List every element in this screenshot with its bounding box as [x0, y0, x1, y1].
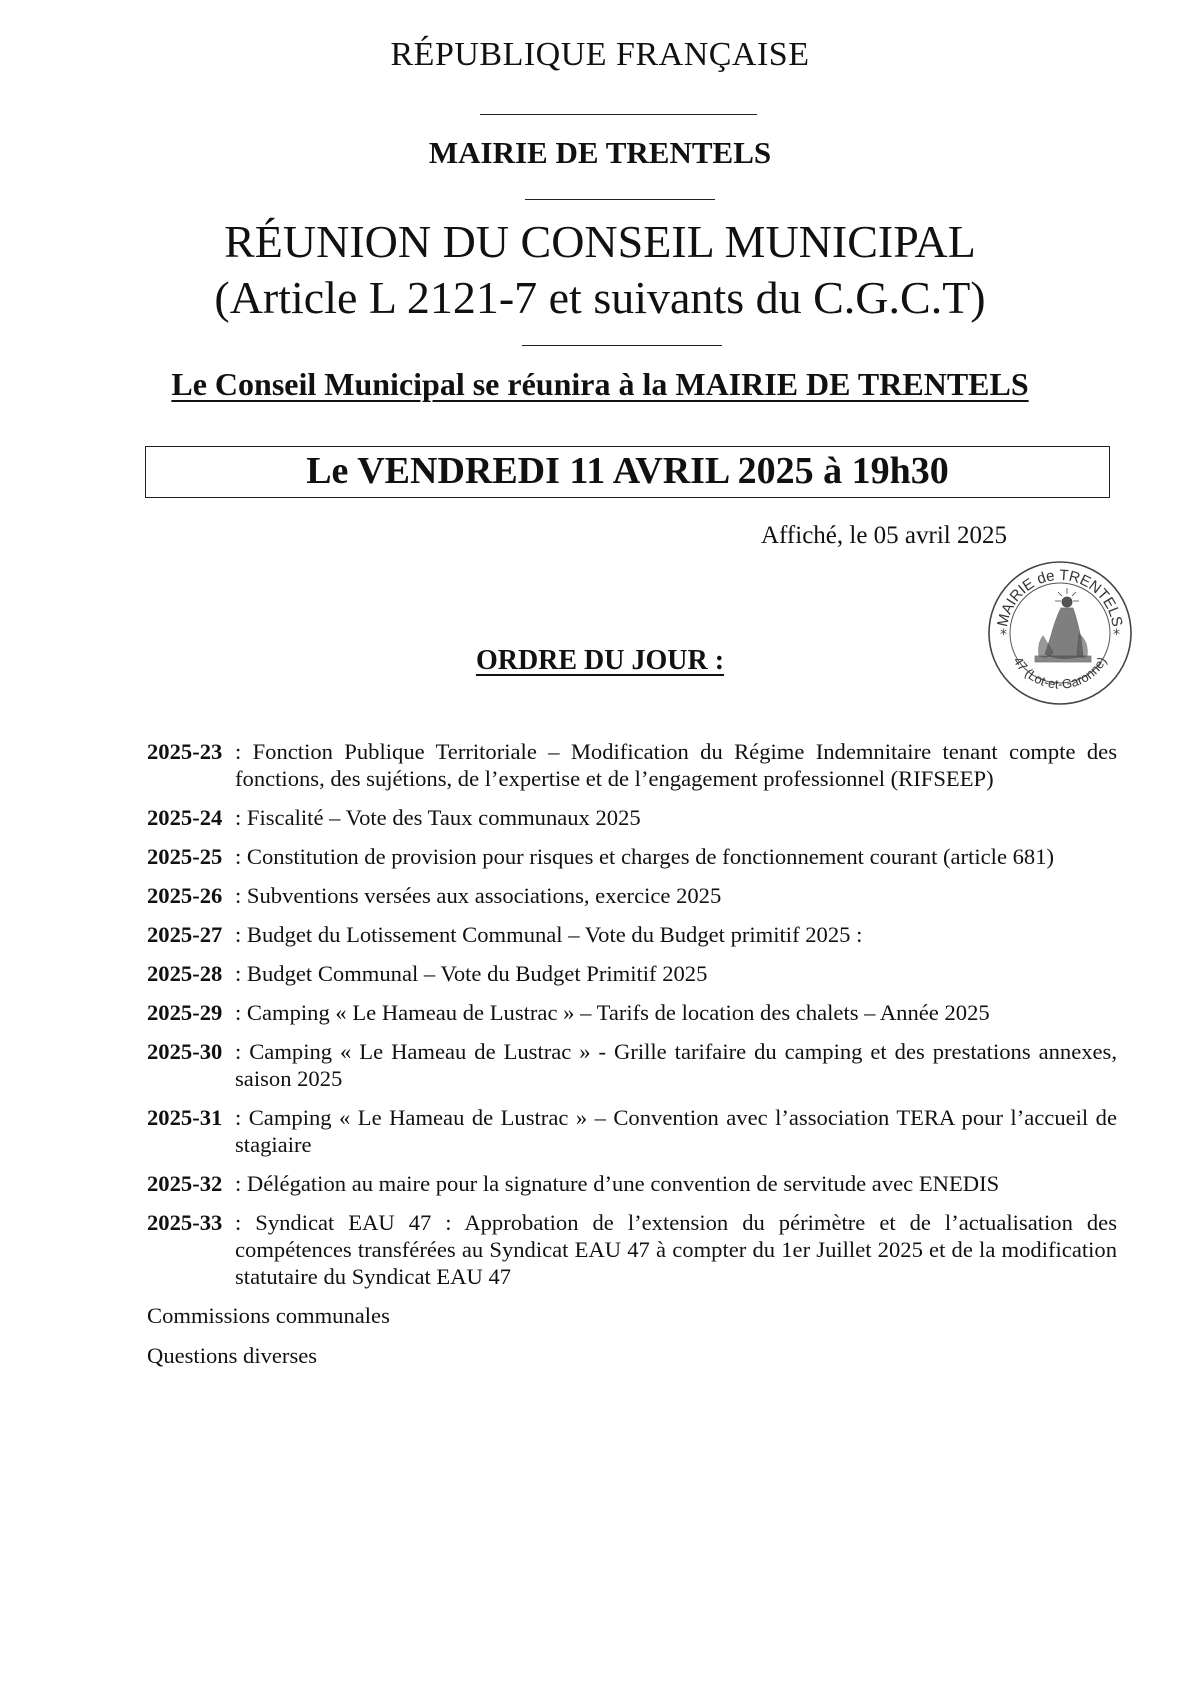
mairie-heading: MAIRIE DE TRENTELS [428, 135, 772, 170]
convocation-text: Le Conseil Municipal se réunira à la MAIRIE DE TRENTELS [171, 366, 1029, 402]
ordre-du-jour-heading [0, 645, 1200, 677]
agenda-item-text: : Budget du Lotissement Communal – Vote du Budget primitif 2025 : [235, 922, 863, 947]
agenda-item-number: 2025-23 [147, 739, 223, 764]
agenda-item [147, 738, 1117, 792]
agenda-item-number: 2025-27 [147, 922, 223, 947]
divider [522, 345, 722, 346]
agenda-item-number: 2025-33 [147, 1210, 223, 1235]
agenda-item-text: : Camping « Le Hameau de Lustrac » – Tarifs de location des chalets – Année 2025 [235, 1000, 990, 1025]
reunion-title [0, 214, 1200, 326]
agenda-item-number: 2025-31 [147, 1105, 223, 1130]
agenda-item [147, 1170, 1117, 1197]
agenda-item-text: : Constitution de provision pour risques et charges de fonctionnement courant (article 681) [235, 844, 1055, 869]
agenda-item [147, 882, 1117, 909]
seal-top-text: MAIRIE de TRENTELS [994, 566, 1126, 629]
agenda-item [147, 1104, 1117, 1158]
agenda-item-text: : Camping « Le Hameau de Lustrac » - Grille tarifaire du camping et des prestations annexes, saison 2025 [235, 1039, 1117, 1091]
agenda-item-number: 2025-30 [147, 1039, 223, 1064]
agenda-item-number: 2025-28 [147, 961, 223, 986]
republique-heading: RÉPUBLIQUE FRANÇAISE [390, 36, 810, 73]
agenda-item-text: : Subventions versées aux associations, exercice 2025 [235, 883, 722, 908]
svg-text:*: * [1000, 627, 1007, 643]
divider [525, 199, 715, 200]
posting-date: Affiché, le 05 avril 2025 [761, 522, 1007, 549]
agenda-item [147, 804, 1117, 831]
agenda-misc-item: Questions diverses [147, 1343, 318, 1368]
agenda-item [147, 921, 1117, 948]
agenda-item-number: 2025-32 [147, 1171, 223, 1196]
agenda-item [147, 1038, 1117, 1092]
agenda-item-text: : Délégation au maire pour la signature d’une convention de servitude avec ENEDIS [235, 1171, 1000, 1196]
agenda-item [147, 1209, 1117, 1290]
reunion-title-line2: (Article L 2121-7 et suivants du C.G.C.T) [214, 272, 986, 323]
agenda-item-number: 2025-25 [147, 844, 223, 869]
ordre-du-jour-title: ORDRE DU JOUR : [475, 645, 725, 676]
agenda-list [147, 738, 1117, 1382]
agenda-item-text: : Fiscalité – Vote des Taux communaux 2025 [235, 805, 641, 830]
agenda-item [147, 960, 1117, 987]
divider [480, 114, 757, 115]
agenda-misc-item: Commissions communales [147, 1303, 390, 1328]
meeting-date-box: Le VENDREDI 11 AVRIL 2025 à 19h30 [145, 446, 1110, 498]
seal-bottom-text: 47 (Lot-et-Garonne) [1010, 653, 1110, 692]
reunion-title-line1: RÉUNION DU CONSEIL MUNICIPAL [224, 216, 976, 267]
agenda-item-number: 2025-26 [147, 883, 223, 908]
agenda-item [147, 999, 1117, 1026]
agenda-item [147, 843, 1117, 870]
agenda-item-number: 2025-29 [147, 1000, 223, 1025]
agenda-item-text: : Camping « Le Hameau de Lustrac » – Convention avec l’association TERA pour l’accueil de stagiaire [235, 1105, 1117, 1157]
svg-text:*: * [1113, 627, 1120, 643]
agenda-item-text: : Budget Communal – Vote du Budget Primitif 2025 [235, 961, 708, 986]
agenda-item-text: : Syndicat EAU 47 : Approbation de l’extension du périmètre et de l’actualisation des compétences transférées au Syndicat EAU 47 à compter du 1er Juillet 2025 et de la modification statutaire du Syndicat EAU 47 [235, 1210, 1117, 1289]
agenda-item-text: : Fonction Publique Territoriale – Modification du Régime Indemnitaire tenant compte des fonctions, des sujétions, de l’expertise et de l’engagement professionnel (RIFSEEP) [235, 739, 1117, 791]
agenda-item-number: 2025-24 [147, 805, 223, 830]
convocation-line [0, 366, 1200, 403]
mairie-seal-icon [985, 558, 1135, 708]
